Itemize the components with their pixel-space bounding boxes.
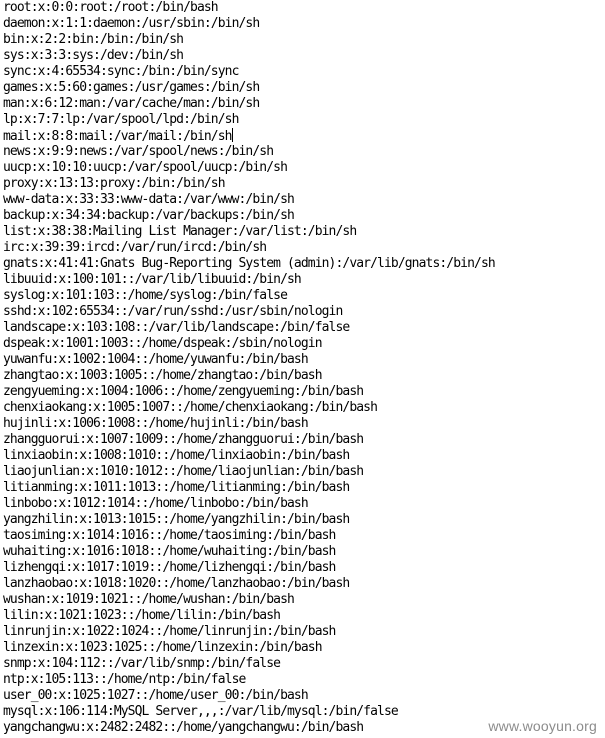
passwd-line-text: litianming:x:1011:1013::/home/litianming:/bin/bash (3, 480, 350, 495)
passwd-line (3, 256, 605, 272)
watermark: www.wooyun.org (488, 718, 597, 734)
passwd-line (3, 368, 605, 384)
passwd-line (3, 560, 605, 576)
passwd-line (3, 432, 605, 448)
passwd-line-text: zengyueming:x:1004:1006::/home/zengyueming:/bin/bash (3, 384, 364, 399)
passwd-line (3, 160, 605, 176)
passwd-line (3, 336, 605, 352)
passwd-line-text: games:x:5:60:games:/usr/games:/bin/sh (3, 80, 260, 95)
passwd-line (3, 448, 605, 464)
passwd-line (3, 288, 605, 304)
passwd-line (3, 128, 605, 144)
passwd-line-text: zhangguorui:x:1007:1009::/home/zhangguorui:/bin/bash (3, 432, 364, 447)
passwd-line-text: yuwanfu:x:1002:1004::/home/yuwanfu:/bin/bash (3, 352, 308, 367)
passwd-line (3, 80, 605, 96)
passwd-line (3, 144, 605, 160)
passwd-line-text: liaojunlian:x:1010:1012::/home/liaojunlian:/bin/bash (3, 464, 364, 479)
passwd-line (3, 512, 605, 528)
passwd-line (3, 240, 605, 256)
passwd-line (3, 544, 605, 560)
passwd-line-text: dspeak:x:1001:1003::/home/dspeak:/sbin/nologin (3, 336, 322, 351)
passwd-line-text: lilin:x:1021:1023::/home/lilin:/bin/bash (3, 608, 281, 623)
passwd-line (3, 672, 605, 688)
passwd-line-text: zhangtao:x:1003:1005::/home/zhangtao:/bin/bash (3, 368, 322, 383)
passwd-line-text: linbobo:x:1012:1014::/home/linbobo:/bin/bash (3, 496, 308, 511)
passwd-line-text: bin:x:2:2:bin:/bin:/bin/sh (3, 32, 184, 47)
passwd-line-text: yangchangwu:x:2482:2482::/home/yangchangwu:/bin/bash (3, 720, 364, 735)
passwd-line-text: linrunjin:x:1022:1024::/home/linrunjin:/bin/bash (3, 624, 336, 639)
passwd-line-text: ntp:x:105:113::/home/ntp:/bin/false (3, 672, 246, 687)
passwd-line-text: lanzhaobao:x:1018:1020::/home/lanzhaobao:/bin/bash (3, 576, 350, 591)
passwd-line (3, 112, 605, 128)
passwd-line (3, 224, 605, 240)
passwd-line (3, 48, 605, 64)
passwd-line-text: root:x:0:0:root:/root:/bin/bash (3, 0, 218, 15)
passwd-line (3, 688, 605, 704)
passwd-line (3, 96, 605, 112)
passwd-line-text: backup:x:34:34:backup:/var/backups:/bin/sh (3, 208, 294, 223)
passwd-line-text: sync:x:4:65534:sync:/bin:/bin/sync (3, 64, 239, 79)
passwd-line (3, 480, 605, 496)
passwd-line-text: yangzhilin:x:1013:1015::/home/yangzhilin:/bin/bash (3, 512, 350, 527)
passwd-line (3, 208, 605, 224)
passwd-line (3, 464, 605, 480)
passwd-line-text: wushan:x:1019:1021::/home/wushan:/bin/bash (3, 592, 294, 607)
text-cursor (232, 128, 233, 142)
passwd-line-text: snmp:x:104:112::/var/lib/snmp:/bin/false (3, 656, 281, 671)
passwd-line (3, 0, 605, 16)
passwd-line (3, 352, 605, 368)
passwd-line-text: man:x:6:12:man:/var/cache/man:/bin/sh (3, 96, 260, 111)
passwd-line (3, 176, 605, 192)
passwd-line-text: sys:x:3:3:sys:/dev:/bin/sh (3, 48, 184, 63)
passwd-line (3, 64, 605, 80)
passwd-line (3, 16, 605, 32)
passwd-line (3, 528, 605, 544)
passwd-line (3, 576, 605, 592)
passwd-line-text: daemon:x:1:1:daemon:/usr/sbin:/bin/sh (3, 16, 260, 31)
passwd-line (3, 384, 605, 400)
passwd-line-text: www-data:x:33:33:www-data:/var/www:/bin/sh (3, 192, 294, 207)
passwd-line-text: sshd:x:102:65534::/var/run/sshd:/usr/sbin/nologin (3, 304, 343, 319)
passwd-line-text: news:x:9:9:news:/var/spool/news:/bin/sh (3, 144, 274, 159)
passwd-line (3, 400, 605, 416)
passwd-line (3, 496, 605, 512)
passwd-line-text: landscape:x:103:108::/var/lib/landscape:/bin/false (3, 320, 350, 335)
passwd-line-text: mail:x:8:8:mail:/var/mail:/bin/sh (3, 129, 232, 144)
passwd-line (3, 592, 605, 608)
passwd-line-text: chenxiaokang:x:1005:1007::/home/chenxiaokang:/bin/bash (3, 400, 378, 415)
passwd-line-text: gnats:x:41:41:Gnats Bug-Reporting System (admin):/var/lib/gnats:/bin/sh (3, 256, 495, 271)
passwd-line (3, 624, 605, 640)
passwd-line-text: mysql:x:106:114:MySQL Server,,,:/var/lib/mysql:/bin/false (3, 704, 398, 719)
passwd-line-text: lizhengqi:x:1017:1019::/home/lizhengqi:/bin/bash (3, 560, 336, 575)
passwd-line (3, 192, 605, 208)
passwd-line (3, 640, 605, 656)
passwd-line (3, 416, 605, 432)
passwd-line-text: wuhaiting:x:1016:1018::/home/wuhaiting:/bin/bash (3, 544, 336, 559)
passwd-line-text: hujinli:x:1006:1008::/home/hujinli:/bin/bash (3, 416, 308, 431)
passwd-line-text: syslog:x:101:103::/home/syslog:/bin/false (3, 288, 287, 303)
passwd-line-text: user_00:x:1025:1027::/home/user_00:/bin/bash (3, 688, 308, 703)
passwd-line-text: linzexin:x:1023:1025::/home/linzexin:/bin/bash (3, 640, 322, 655)
passwd-line-text: taosiming:x:1014:1016::/home/taosiming:/bin/bash (3, 528, 336, 543)
passwd-line-text: lp:x:7:7:lp:/var/spool/lpd:/bin/sh (3, 112, 239, 127)
passwd-line-text: linxiaobin:x:1008:1010::/home/linxiaobin:/bin/bash (3, 448, 350, 463)
passwd-line-text: libuuid:x:100:101::/var/lib/libuuid:/bin/sh (3, 272, 301, 287)
passwd-line (3, 320, 605, 336)
passwd-line (3, 304, 605, 320)
passwd-line-text: list:x:38:38:Mailing List Manager:/var/list:/bin/sh (3, 224, 357, 239)
passwd-line (3, 656, 605, 672)
passwd-line-text: uucp:x:10:10:uucp:/var/spool/uucp:/bin/sh (3, 160, 287, 175)
passwd-line (3, 272, 605, 288)
passwd-line (3, 32, 605, 48)
passwd-line-text: proxy:x:13:13:proxy:/bin:/bin/sh (3, 176, 225, 191)
passwd-line (3, 608, 605, 624)
passwd-line-text: irc:x:39:39:ircd:/var/run/ircd:/bin/sh (3, 240, 267, 255)
